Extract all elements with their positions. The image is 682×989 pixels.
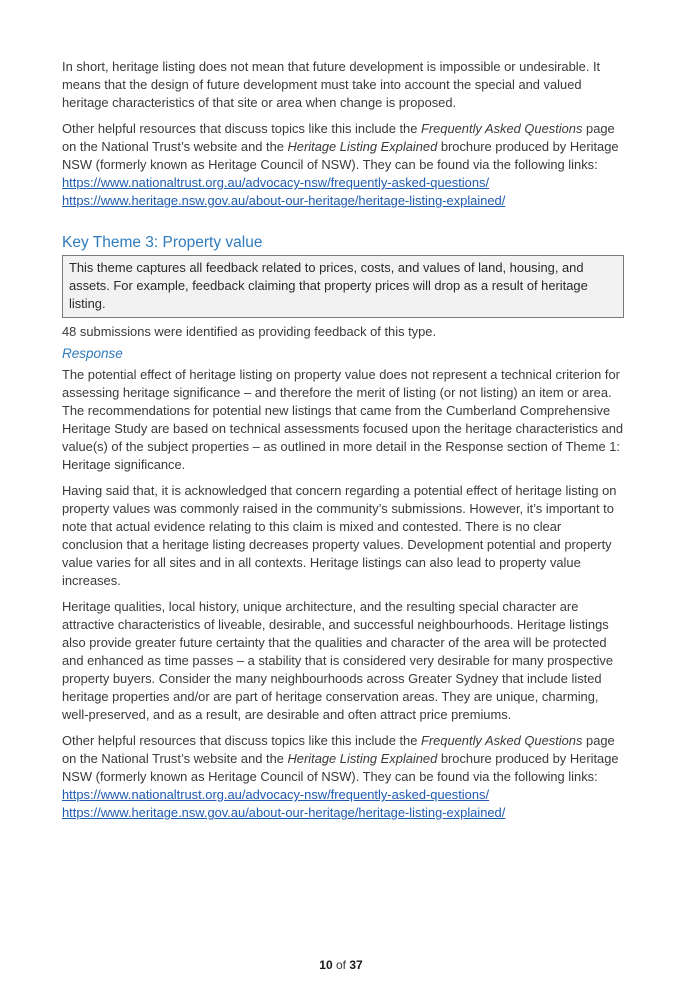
- resources-paragraph: [62, 120, 624, 174]
- resources-text-1: Other helpful resources that discuss topics like this include the: [62, 121, 421, 136]
- document-page: [62, 58, 624, 822]
- response-resources-text-1: Other helpful resources that discuss topics like this include the: [62, 733, 421, 748]
- resources-text-2: page on the National Trust’s website and the: [62, 121, 615, 154]
- response-resources-text-3: brochure produced by Heritage NSW (formerly known as Heritage Council of NSW). They can be found via the following links:: [62, 751, 619, 784]
- national-trust-link[interactable]: https://www.nationaltrust.org.au/advocacy-nsw/frequently-asked-questions/: [62, 175, 490, 190]
- submission-count: 48 submissions were identified as providing feedback of this type.: [62, 324, 437, 339]
- page-number: [0, 958, 682, 972]
- response-brochure-title: Heritage Listing Explained: [287, 751, 438, 766]
- response-heading: Response: [62, 346, 123, 361]
- brochure-title: Heritage Listing Explained: [287, 139, 438, 154]
- response-resources-text-2: page on the National Trust’s website and the: [62, 733, 615, 766]
- response-national-trust-link[interactable]: https://www.nationaltrust.org.au/advocacy-nsw/frequently-asked-questions/: [62, 787, 490, 802]
- intro-paragraph: In short, heritage listing does not mean that future development is impossible or undesirable. It means that the design of future development must take into account the special and valued heritage characteristics of that site or area when change is proposed.: [62, 59, 601, 110]
- response-paragraph-2: Having said that, it is acknowledged that concern regarding a potential effect of heritage listing on property values was commonly raised in the community’s submissions. However, it’s important to note that actual evidence relating to this claim is mixed and contested. There is no clear conclusion that a heritage listing decreases property values. Development potential and property value varies for all sites and in all contexts. Heritage listings can also lead to property value increases.: [62, 483, 617, 588]
- theme-summary-box: [62, 255, 624, 318]
- response-resources-paragraph: [62, 732, 624, 786]
- current-page: 10: [319, 958, 333, 972]
- response-paragraph-3: Heritage qualities, local history, unique architecture, and the resulting special character are attractive characteristics of liveable, desirable, and successful neighbourhoods. Heritage listings also provide greater future certainty that the qualities and character of the area will be protected and enhanced as time passes – a stability that is considered very desirable for many prospective property buyers. Consider the many neighbourhoods across Greater Sydney that include listed heritage properties and/or are part of heritage conservation areas. They are unique, charming, well-preserved, and as a result, are desirable and often attract price premiums.: [62, 599, 614, 722]
- resources-text-3: brochure produced by Heritage NSW (formerly known as Heritage Council of NSW). They can be found via the following links:: [62, 139, 619, 172]
- heritage-nsw-link[interactable]: https://www.heritage.nsw.gov.au/about-our-heritage/heritage-listing-explained/: [62, 193, 506, 208]
- response-paragraph-1: The potential effect of heritage listing on property value does not represent a technical criterion for assessing heritage significance – and therefore the merit of listing (or not listing) an item or area. The recommendations for potential new listings that came from the Cumberland Comprehensive Heritage Study are based on technical assessments focused upon the heritage characteristics and value(s) of the subject properties – as outlined in more detail in the Response section of Theme 1: Heritage significance.: [62, 367, 624, 472]
- page-of-label: of: [335, 958, 346, 972]
- faq-title: Frequently Asked Questions: [420, 121, 583, 136]
- response-faq-title: Frequently Asked Questions: [420, 733, 583, 748]
- theme-heading: Key Theme 3: Property value: [62, 234, 263, 251]
- theme-summary-text: This theme captures all feedback related to prices, costs, and values of land, housing, and assets. For example, feedback claiming that property prices will drop as a result of heritage listing.: [69, 260, 588, 311]
- total-pages: 37: [349, 958, 363, 972]
- response-heritage-nsw-link[interactable]: https://www.heritage.nsw.gov.au/about-our-heritage/heritage-listing-explained/: [62, 805, 506, 820]
